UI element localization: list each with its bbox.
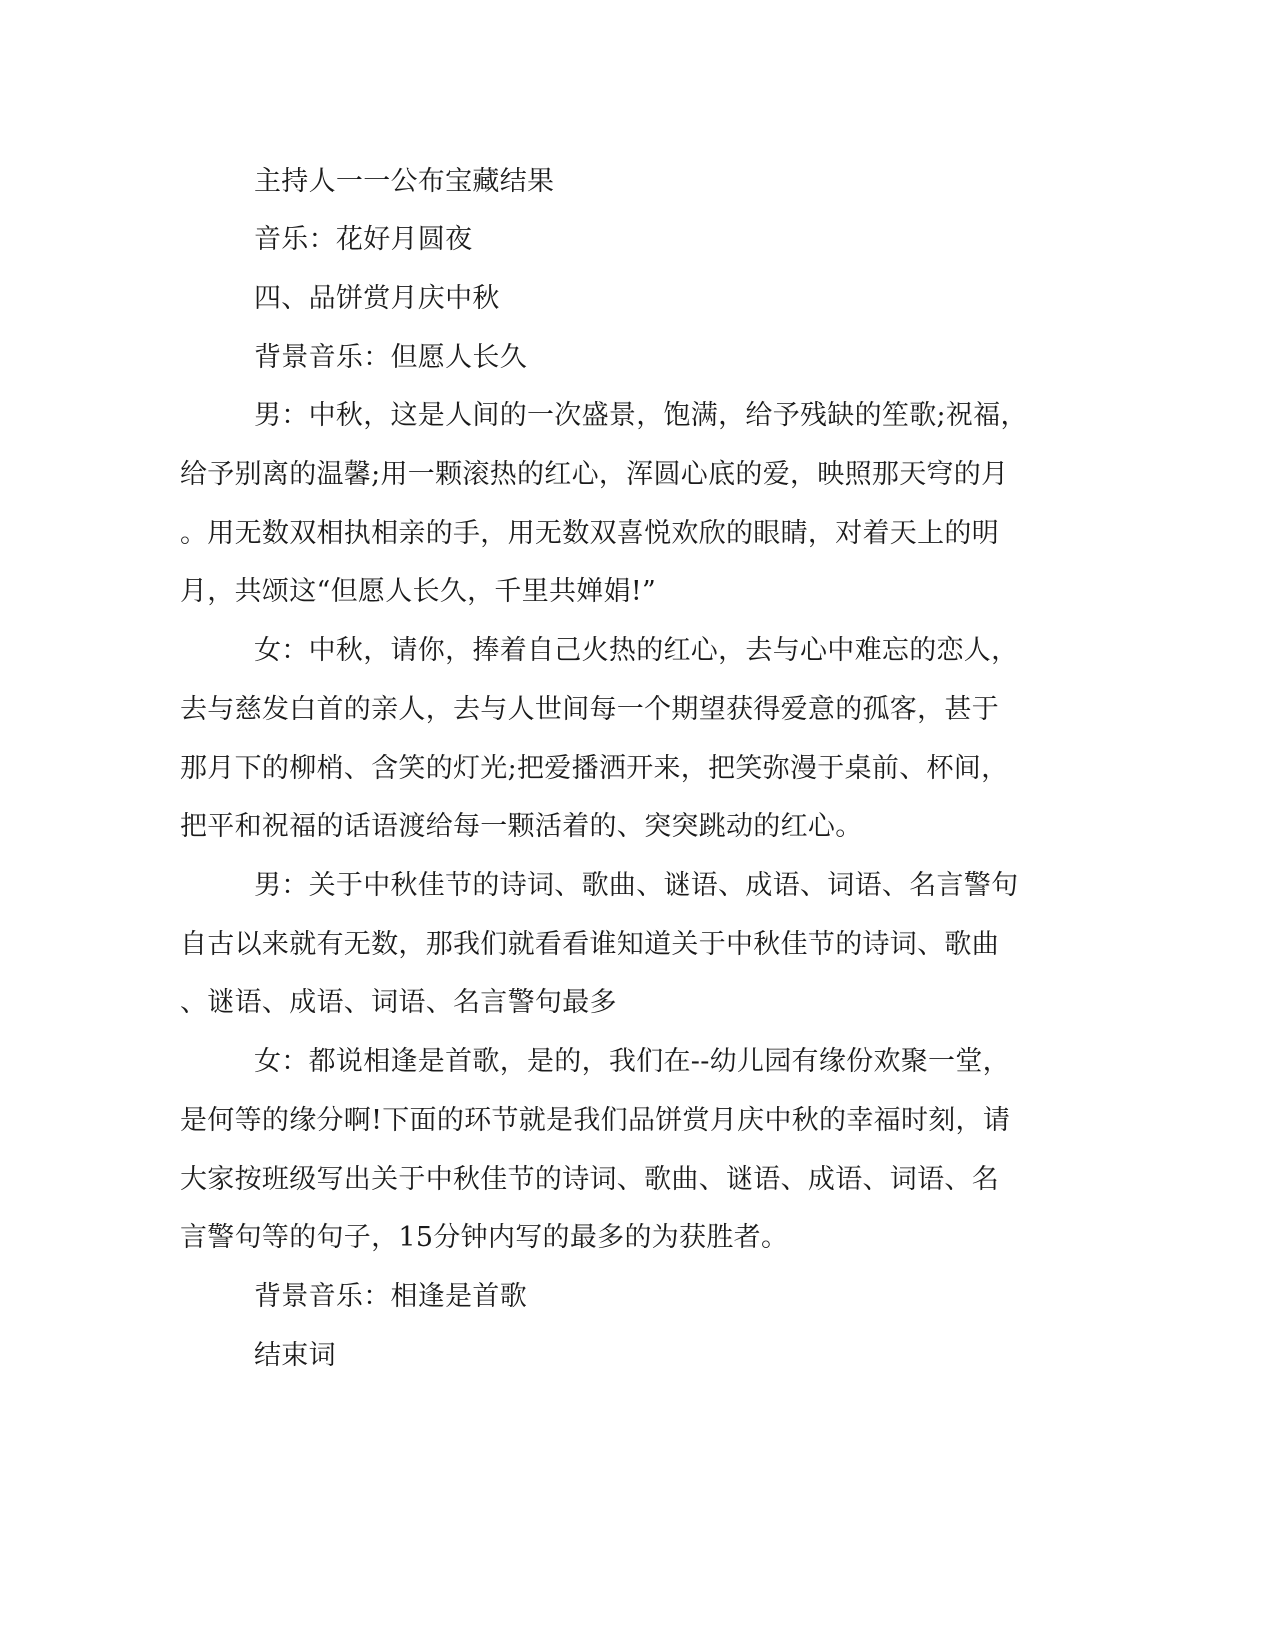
text-line: 四、品饼赏月庆中秋 — [254, 283, 500, 314]
text-line: 音乐：花好月圆夜 — [254, 224, 473, 255]
text-line: 月，共颂这“但愿人长久，千里共婵娟!” — [180, 576, 657, 607]
text-line: 言警句等的句子，15分钟内写的最多的为获胜者。 — [180, 1222, 789, 1253]
text-line: 。用无数双相执相亲的手，用无数双喜悦欢欣的眼睛，对着天上的明 — [180, 518, 999, 549]
text-line: 、谜语、成语、词语、名言警句最多 — [180, 987, 617, 1018]
text-line: 自古以来就有无数，那我们就看看谁知道关于中秋佳节的诗词、歌曲 — [180, 929, 999, 960]
text-line: 女：中秋，请你，捧着自己火热的红心，去与心中难忘的恋人， — [254, 635, 1019, 666]
text-line: 大家按班级写出关于中秋佳节的诗词、歌曲、谜语、成语、词语、名 — [180, 1164, 999, 1195]
text-line: 背景音乐：相逢是首歌 — [254, 1281, 527, 1312]
text-line: 那月下的柳梢、含笑的灯光;把爱播洒开来，把笑弥漫于桌前、杯间， — [180, 753, 1009, 784]
text-line: 结束词 — [254, 1340, 336, 1371]
text-line: 主持人一一公布宝藏结果 — [254, 166, 555, 197]
text-line: 给予别离的温馨;用一颗滚热的红心，浑圆心底的爱，映照那天穹的月 — [180, 459, 1009, 490]
text-line: 男：中秋，这是人间的一次盛景，饱满，给予残缺的笙歌;祝福， — [254, 400, 1028, 431]
text-line: 是何等的缘分啊!下面的环节就是我们品饼赏月庆中秋的幸福时刻，请 — [180, 1105, 1011, 1136]
text-line: 把平和祝福的话语渡给每一颗活着的、突突跳动的红心。 — [180, 811, 863, 842]
text-line: 女：都说相逢是首歌，是的，我们在--幼儿园有缘份欢聚一堂， — [254, 1046, 1010, 1077]
text-line: 男：关于中秋佳节的诗词、歌曲、谜语、成语、词语、名言警句 — [254, 870, 1019, 901]
text-line: 背景音乐：但愿人长久 — [254, 342, 527, 373]
text-line: 去与慈发白首的亲人，去与人世间每一个期望获得爱意的孤客，甚于 — [180, 694, 999, 725]
